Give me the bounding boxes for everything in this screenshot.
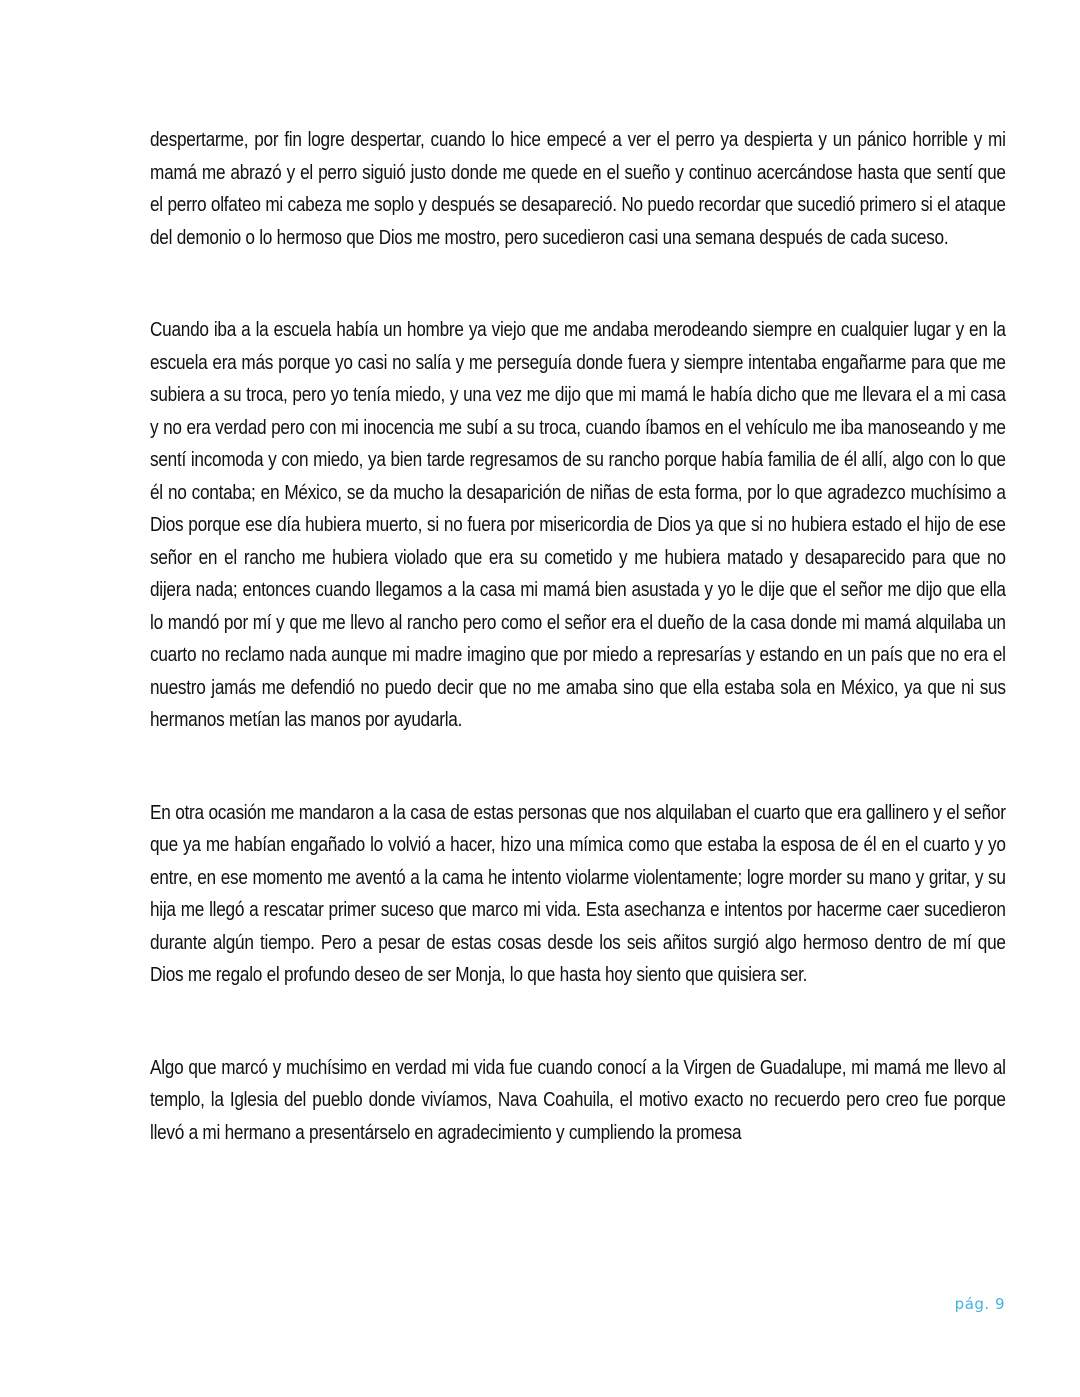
- paragraph-2: Cuando iba a la escuela había un hombre ya viejo que me andaba merodeando siempre en cualquier lugar y en la escuela era más porque yo casi no salía y me perseguía donde fuera y siempre intentaba engañarme para que me subiera a su troca, pero yo tenía miedo, y una vez me dijo que mi mamá le había dicho que me llevara el a mi casa y no era verdad pero con mi inocencia me subí a su troca, cuando íbamos en el vehículo me iba manoseando y me sentí incomoda y con miedo, ya bien tarde regresamos de su rancho porque había familia de él allí, algo con lo que él no contaba; en México, se da mucho la desaparición de niñas de esta forma, por lo que agradezco muchísimo a Dios porque ese día hubiera muerto, si no fuera por misericordia de Dios ya que si no hubiera estado el hijo de ese señor en el rancho me hubiera violado que era su cometido y me hubiera matado y desaparecido para que no dijera nada; entonces cuando llegamos a la casa mi mamá bien asustada y yo le dije que el señor me dijo que ella lo mandó por mí y que me llevo al rancho pero como el señor era el dueño de la casa donde mi mamá alquilaba un cuarto no reclamo nada aunque mi madre imagino que por miedo a represarías y estando en un país que no era el nuestro jamás me defendió no puedo decir que no me amaba sino que ella estaba sola en México, ya que ni sus hermanos metían las manos por ayudarla.: [150, 319, 1006, 731]
- page-body: [150, 124, 1006, 1149]
- page-number: pág. 9: [954, 1295, 1005, 1313]
- paragraph-gap: [150, 737, 1006, 797]
- paragraph-1: despertarme, por fin logre despertar, cuando lo hice empecé a ver el perro ya despierta y un pánico horrible y mi mamá me abrazó y el perro siguió justo donde me quede en el sueño y continuo acercándose hasta que sentí que el perro olfateo mi cabeza me soplo y después se desapareció. No puedo recordar que sucedió primero si el ataque del demonio o lo hermoso que Dios me mostro, pero sucedieron casi una semana después de cada suceso.: [150, 129, 1006, 249]
- paragraph-gap: [150, 992, 1006, 1052]
- paragraph-4: Algo que marcó y muchísimo en verdad mi vida fue cuando conocí a la Virgen de Guadalupe, mi mamá me llevo al templo, la Iglesia del pueblo donde vivíamos, Nava Coahuila, el motivo exacto no recuerdo pero creo fue porque llevó a mi hermano a presentárselo en agradecimiento y cumpliendo la promesa: [150, 1056, 1006, 1144]
- paragraph-3: En otra ocasión me mandaron a la casa de estas personas que nos alquilaban el cuarto que era gallinero y el señor que ya me habían engañado lo volvió a hacer, hizo una mímica como que estaba la esposa de él en el cuarto y yo entre, en ese momento me aventó a la cama he intento violarme violentamente; logre morder su mano y gritar, y su hija me llegó a rescatar primer suceso que marco mi vida. Esta asechanza e intentos por hacerme caer sucedieron durante algún tiempo. Pero a pesar de estas cosas desde los seis añitos surgió algo hermoso dentro de mí que Dios me regalo el profundo deseo de ser Monja, lo que hasta hoy siento que quisiera ser.: [150, 801, 1006, 986]
- paragraph-gap: [150, 254, 1006, 314]
